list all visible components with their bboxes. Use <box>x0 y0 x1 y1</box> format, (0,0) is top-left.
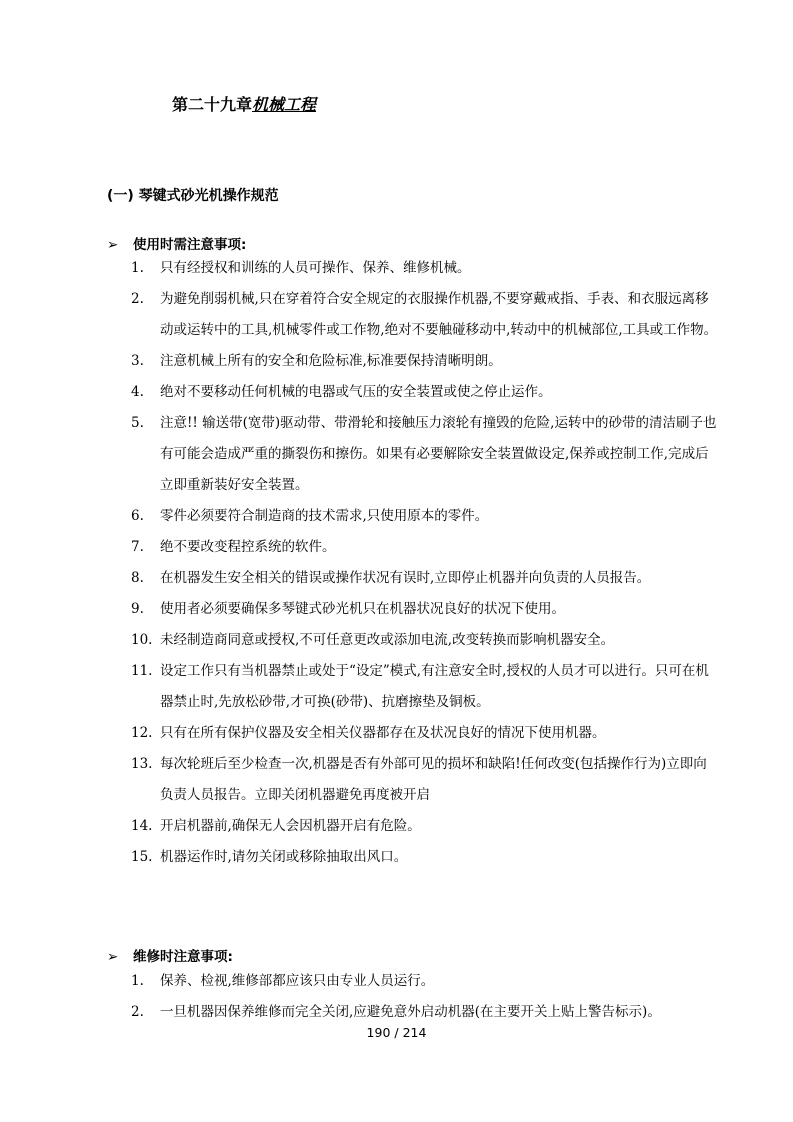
list-item: 1. 保养、检视,维修部都应该只由专业人员运行。 <box>131 973 435 989</box>
usage-heading-text: 使用时需注意事项: <box>133 237 247 253</box>
maintenance-heading-text: 维修时注意事项: <box>133 949 233 965</box>
list-item: 6. 零件必须要符合制造商的技术需求,只使用原本的零件。 <box>131 508 489 524</box>
arrow-bullet-icon: ➢ <box>107 949 119 965</box>
list-item: 14. 开启机器前,确保无人会因机器开启有危险。 <box>131 818 421 834</box>
list-item: 12. 只有在所有保护仪器及安全相关仪器都存在及状况良好的情况下使用机器。 <box>131 725 606 741</box>
list-item: 4. 绝对不要移动任何机械的电器或气压的安全装置或使之停止运作。 <box>131 384 552 400</box>
maintenance-heading <box>107 945 233 965</box>
list-item: 3. 注意机械上所有的安全和危险标准,标准要保持清晰明朗。 <box>131 353 502 369</box>
maintenance-list <box>0 966 793 1028</box>
page-number: 190 / 214 <box>366 1025 427 1040</box>
list-item: 5. 注意!! 输送带(宽带)驱动带、带滑轮和接触压力滚轮有撞毁的危险,运转中的砂带的清洁刷子也有可能会造成严重的撕裂伤和擦伤。如果有必要解除安全装置做设定,保养或控制工作,完成后立即重新装好安全装置。 <box>131 415 717 493</box>
list-item: 9. 使用者必须要确保多琴键式砂光机只在机器状况良好的状况下使用。 <box>131 601 565 617</box>
list-item: 13. 每次轮班后至少检查一次,机器是否有外部可见的损坏和缺陷!任何改变(包括操作行为)立即向负责人员报告。立即关闭机器避免再度被开启 <box>131 756 707 803</box>
chapter-number: 第二十九章 <box>172 95 253 114</box>
list-item: 15. 机器运作时,请勿关闭或移除抽取出风口。 <box>131 849 408 865</box>
chapter-title <box>172 92 316 115</box>
arrow-bullet-icon: ➢ <box>107 237 119 253</box>
list-item: 1. 只有经授权和训练的人员可操作、保养、维修机械。 <box>131 260 471 276</box>
list-item: 2. 一旦机器因保养维修而完全关闭,应避免意外启动机器(在主要开关上贴上警告标示)。 <box>131 1004 661 1020</box>
section-title: (一) 琴键式砂光机操作规范 <box>107 188 279 204</box>
list-item: 11. 设定工作只有当机器禁止或处于“设定”模式,有注意安全时,授权的人员才可以进行。只可在机器禁止时,先放松砂带,才可换(砂带)、抗磨擦垫及铜板。 <box>131 663 709 710</box>
usage-list <box>0 253 793 873</box>
list-item: 2. 为避免削弱机械,只在穿着符合安全规定的衣服操作机器,不要穿戴戒指、手表、和衣服远离移动或运转中的工具,机械零件或工作物,绝对不要触碰移动中,转动中的机械部位,工具或工作物。 <box>131 291 718 338</box>
usage-heading <box>107 233 246 253</box>
list-item: 8. 在机器发生安全相关的错误或操作状况有误时,立即停止机器并向负责的人员报告。 <box>131 570 651 586</box>
list-item: 10. 未经制造商同意或授权,不可任意更改或添加电流,改变转换而影响机器安全。 <box>131 632 615 648</box>
chapter-name: 机械工程 <box>252 95 317 114</box>
list-item: 7. 绝不要改变程控系统的软件。 <box>131 539 336 555</box>
